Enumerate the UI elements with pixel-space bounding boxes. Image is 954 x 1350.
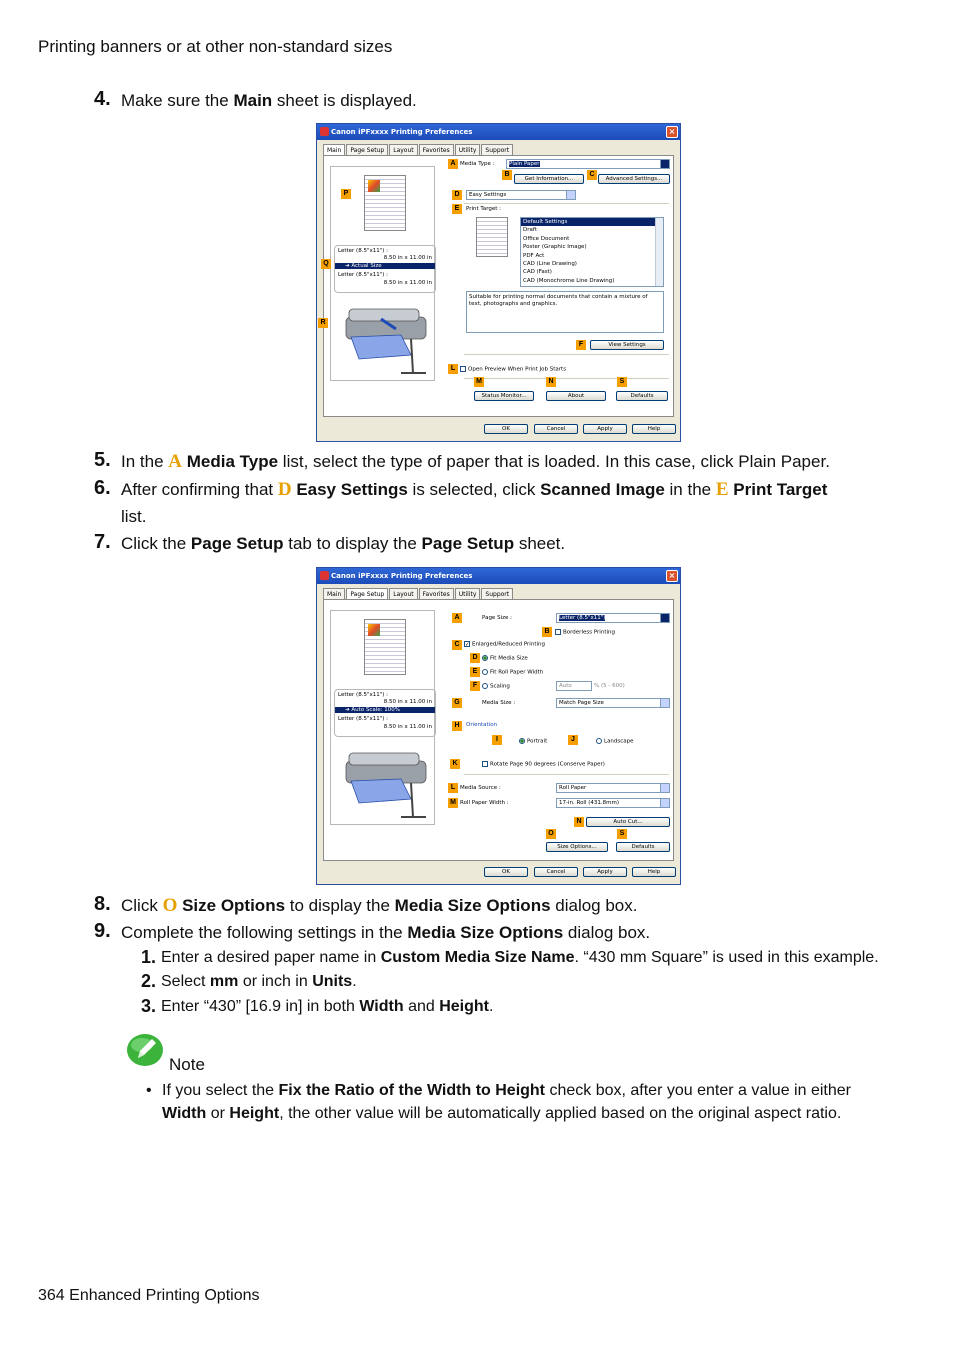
note-text-line2: Width or Height, the other value will be automatically applied based on the original aspect ratio. bbox=[162, 1105, 842, 1122]
callout-e: E bbox=[470, 667, 480, 677]
list-item[interactable]: Default Settings bbox=[521, 218, 663, 226]
size-line: Letter (8.5"x11") : bbox=[338, 692, 389, 698]
radio-icon bbox=[519, 738, 525, 744]
substep-number: 3. bbox=[141, 996, 157, 1016]
callout-q: Q bbox=[321, 259, 331, 269]
callout-c: C bbox=[587, 170, 597, 180]
step-text: After confirming that D Easy Settings is selected, click Scanned Image in the E Print Target bbox=[121, 479, 828, 500]
size-options-button[interactable]: Size Options... bbox=[546, 842, 608, 852]
callout-s: S bbox=[617, 829, 627, 839]
step-number: 9. bbox=[94, 920, 111, 942]
cancel-button[interactable]: Cancel bbox=[534, 424, 578, 434]
checkbox-icon: ✓ bbox=[465, 642, 470, 648]
enlarged-reduced-checkbox[interactable]: ✓ Enlarged/Reduced Printing bbox=[465, 641, 545, 648]
list-item[interactable]: PDF Act bbox=[523, 252, 545, 259]
printer-app-icon bbox=[320, 127, 329, 136]
callout-j: J bbox=[568, 735, 578, 745]
chevron-down-icon bbox=[660, 784, 669, 792]
landscape-radio[interactable]: Landscape bbox=[596, 738, 634, 745]
callout-m: M bbox=[474, 377, 484, 387]
media-type-label: Media Type : bbox=[460, 161, 495, 167]
checkbox-icon bbox=[482, 761, 488, 767]
scaling-radio[interactable]: Scaling bbox=[482, 683, 510, 690]
callout-m: M bbox=[448, 798, 458, 808]
callout-p: P bbox=[341, 189, 351, 199]
checkbox-icon bbox=[555, 629, 561, 635]
tab-utility[interactable]: Utility bbox=[455, 588, 481, 599]
chevron-down-icon bbox=[660, 699, 669, 707]
tab-favorites[interactable]: Favorites bbox=[419, 144, 454, 155]
size-line: 8.50 in x 11.00 in bbox=[383, 255, 432, 261]
dialog-title: Canon iPFxxxx Printing Preferences bbox=[331, 128, 473, 136]
tab-favorites[interactable]: Favorites bbox=[419, 588, 454, 599]
tab-page-setup[interactable]: Page Setup bbox=[346, 144, 388, 155]
callout-f: F bbox=[470, 681, 480, 691]
size-line: 8.50 in x 11.00 in bbox=[383, 280, 432, 286]
step-text: Click O Size Options to display the Media Size Options dialog box. bbox=[121, 895, 638, 916]
tab-layout[interactable]: Layout bbox=[389, 588, 417, 599]
step-number: 4. bbox=[94, 88, 111, 110]
chevron-down-icon bbox=[660, 614, 669, 622]
callout-b: B bbox=[502, 170, 512, 180]
tab-main[interactable]: Main bbox=[323, 144, 345, 156]
actual-size-row: ➜ Actual Size bbox=[335, 263, 435, 269]
help-button[interactable]: Help bbox=[632, 424, 676, 434]
substep-number: 1. bbox=[141, 947, 157, 967]
roll-paper-width-label: Roll Paper Width : bbox=[460, 800, 509, 806]
print-target-thumbnail bbox=[476, 217, 508, 257]
fit-media-radio[interactable]: Fit Media Size bbox=[482, 655, 528, 662]
step-text: In the A Media Type list, select the type of paper that is loaded. In this case, click Plain Paper. bbox=[121, 451, 830, 472]
step-number: 8. bbox=[94, 893, 111, 915]
ok-button[interactable]: OK bbox=[484, 424, 528, 434]
page-preview-icon bbox=[364, 619, 406, 675]
checkbox-icon bbox=[460, 366, 466, 372]
ok-button[interactable]: OK bbox=[484, 867, 528, 877]
step-number: 5. bbox=[94, 449, 111, 471]
about-button[interactable]: About bbox=[546, 391, 606, 401]
auto-cut-button[interactable]: Auto Cut... bbox=[586, 817, 670, 827]
size-line: 8.50 in x 11.00 in bbox=[383, 699, 432, 705]
callout-l: L bbox=[448, 364, 458, 374]
callout-l: L bbox=[448, 783, 458, 793]
printer-illustration bbox=[341, 297, 436, 377]
list-item[interactable]: CAD (Monochrome Line Drawing) bbox=[523, 277, 615, 284]
tab-main[interactable]: Main bbox=[323, 588, 345, 599]
step-text: Complete the following settings in the Media Size Options dialog box. bbox=[121, 923, 651, 942]
scaling-range: % (5 - 600) bbox=[594, 683, 625, 689]
callout-k: K bbox=[450, 759, 460, 769]
note-text-line1: If you select the Fix the Ratio of the Width to Height check box, after you enter a value in either bbox=[162, 1082, 851, 1099]
page-preview-icon bbox=[364, 175, 406, 231]
step-number: 6. bbox=[94, 477, 111, 499]
dialog-title: Canon iPFxxxx Printing Preferences bbox=[331, 572, 473, 580]
chevron-down-icon bbox=[660, 160, 669, 168]
list-item[interactable]: Draft bbox=[523, 227, 537, 234]
defaults-button[interactable]: Defaults bbox=[616, 842, 670, 852]
close-button[interactable]: × bbox=[666, 126, 678, 138]
printer-illustration bbox=[341, 741, 436, 821]
tab-page-setup[interactable]: Page Setup bbox=[346, 588, 388, 600]
apply-button[interactable]: Apply bbox=[583, 867, 627, 877]
size-line: Letter (8.5"x11") : bbox=[338, 272, 389, 278]
list-item[interactable]: CAD (Fast) bbox=[523, 269, 552, 276]
tab-layout[interactable]: Layout bbox=[389, 144, 417, 155]
callout-b: B bbox=[542, 627, 552, 637]
substep-text: Select mm or inch in Units. bbox=[161, 973, 357, 990]
get-information-button[interactable]: Get Information... bbox=[514, 174, 584, 184]
callout-g: G bbox=[452, 698, 462, 708]
main-sheet-panel bbox=[320, 155, 674, 417]
size-line: Letter (8.5"x11") : bbox=[338, 248, 389, 254]
page-header: Printing banners or at other non-standard sizes bbox=[38, 37, 393, 56]
help-button[interactable]: Help bbox=[632, 867, 676, 877]
callout-o: O bbox=[546, 829, 556, 839]
callout-f: F bbox=[576, 340, 586, 350]
cancel-button[interactable]: Cancel bbox=[534, 867, 578, 877]
print-target-list[interactable] bbox=[520, 217, 664, 287]
size-info-box bbox=[334, 245, 436, 293]
size-line: 8.50 in x 11.00 in bbox=[383, 724, 432, 730]
media-type-select[interactable]: Plain Paper bbox=[506, 159, 670, 169]
media-source-select[interactable]: Roll Paper bbox=[556, 783, 670, 793]
callout-r: R bbox=[318, 318, 328, 328]
scaling-input[interactable]: Auto bbox=[556, 681, 592, 691]
easy-settings-select[interactable]: Easy Settings bbox=[466, 190, 576, 200]
substep-text: Enter “430” [16.9 in] in both Width and Height. bbox=[161, 998, 494, 1015]
substep-text: Enter a desired paper name in Custom Media Size Name. “430 mm Square” is used in this example. bbox=[161, 949, 879, 966]
callout-d: D bbox=[470, 653, 480, 663]
callout-e: E bbox=[452, 204, 462, 214]
printer-app-icon bbox=[320, 571, 329, 580]
radio-icon bbox=[596, 738, 602, 744]
apply-button[interactable]: Apply bbox=[583, 424, 627, 434]
dialog-titlebar bbox=[317, 568, 680, 584]
chevron-down-icon bbox=[566, 191, 575, 199]
note-pencil-icon bbox=[126, 1033, 164, 1067]
page-setup-sheet-panel bbox=[323, 599, 674, 861]
open-preview-checkbox[interactable]: Open Preview When Print Job Starts bbox=[460, 366, 566, 373]
step-number: 7. bbox=[94, 531, 111, 553]
list-item[interactable]: CAD (Line Drawing) bbox=[523, 261, 577, 268]
media-size-select[interactable]: Match Page Size bbox=[556, 698, 670, 708]
borderless-checkbox[interactable]: Borderless Printing bbox=[555, 629, 615, 636]
callout-c: C bbox=[452, 640, 462, 650]
close-button[interactable]: × bbox=[666, 570, 678, 582]
callout-i: I bbox=[492, 735, 502, 745]
callout-d: D bbox=[452, 190, 462, 200]
callout-h: H bbox=[452, 721, 462, 731]
rotate-page-checkbox[interactable]: Rotate Page 90 degrees (Conserve Paper) bbox=[482, 761, 605, 768]
printing-preferences-dialog-page-setup bbox=[316, 567, 681, 885]
orientation-group-label: Orientation bbox=[466, 722, 498, 728]
auto-scale-row: ➜ Auto Scale: 100% bbox=[335, 707, 435, 713]
radio-icon bbox=[482, 655, 488, 661]
description-box: Suitable for printing normal documents that contain a mixture of text, photographs and graphics. bbox=[466, 291, 664, 333]
step-text-line2: list. bbox=[121, 507, 147, 526]
size-line: Letter (8.5"x11") : bbox=[338, 716, 389, 722]
note-bullet: • bbox=[146, 1082, 152, 1099]
dialog-titlebar bbox=[317, 124, 680, 140]
step-text: Make sure the Main sheet is displayed. bbox=[121, 91, 417, 110]
preview-pane bbox=[330, 610, 435, 825]
view-settings-button[interactable]: View Settings bbox=[590, 340, 664, 350]
radio-icon bbox=[482, 669, 488, 675]
note-label: Note bbox=[169, 1055, 205, 1074]
tab-utility[interactable]: Utility bbox=[455, 144, 481, 155]
fit-roll-radio[interactable]: Fit Roll Paper Width bbox=[482, 669, 543, 676]
media-size-label: Media Size : bbox=[482, 700, 516, 706]
callout-n: N bbox=[546, 377, 556, 387]
portrait-radio[interactable]: Portrait bbox=[519, 738, 547, 745]
page-size-label: Page Size : bbox=[482, 615, 512, 621]
advanced-settings-button[interactable]: Advanced Settings... bbox=[598, 174, 670, 184]
list-item[interactable]: Office Document bbox=[523, 235, 570, 242]
callout-a: A bbox=[452, 613, 462, 623]
callout-a: A bbox=[448, 159, 458, 169]
page-size-select[interactable]: Letter (8.5"x11") bbox=[556, 613, 670, 623]
callout-n: N bbox=[574, 817, 584, 827]
tab-support[interactable]: Support bbox=[481, 588, 513, 599]
substep-number: 2. bbox=[141, 971, 157, 991]
print-target-label: Print Target : bbox=[466, 206, 502, 212]
step-text: Click the Page Setup tab to display the Page Setup sheet. bbox=[121, 534, 566, 553]
callout-s: S bbox=[617, 377, 627, 387]
status-monitor-button[interactable]: Status Monitor... bbox=[474, 391, 534, 401]
defaults-button[interactable]: Defaults bbox=[616, 391, 668, 401]
chevron-down-icon bbox=[660, 799, 669, 807]
printing-preferences-dialog-main bbox=[316, 123, 681, 442]
scrollbar[interactable] bbox=[655, 218, 663, 286]
tab-support[interactable]: Support bbox=[481, 144, 513, 155]
radio-icon bbox=[482, 683, 488, 689]
roll-paper-width-select[interactable]: 17-in. Roll (431.8mm) bbox=[556, 798, 670, 808]
page-footer: 364 Enhanced Printing Options bbox=[38, 1287, 260, 1304]
media-source-label: Media Source : bbox=[460, 785, 501, 791]
list-item[interactable]: Poster (Graphic Image) bbox=[523, 244, 587, 251]
size-info-box bbox=[334, 689, 436, 737]
